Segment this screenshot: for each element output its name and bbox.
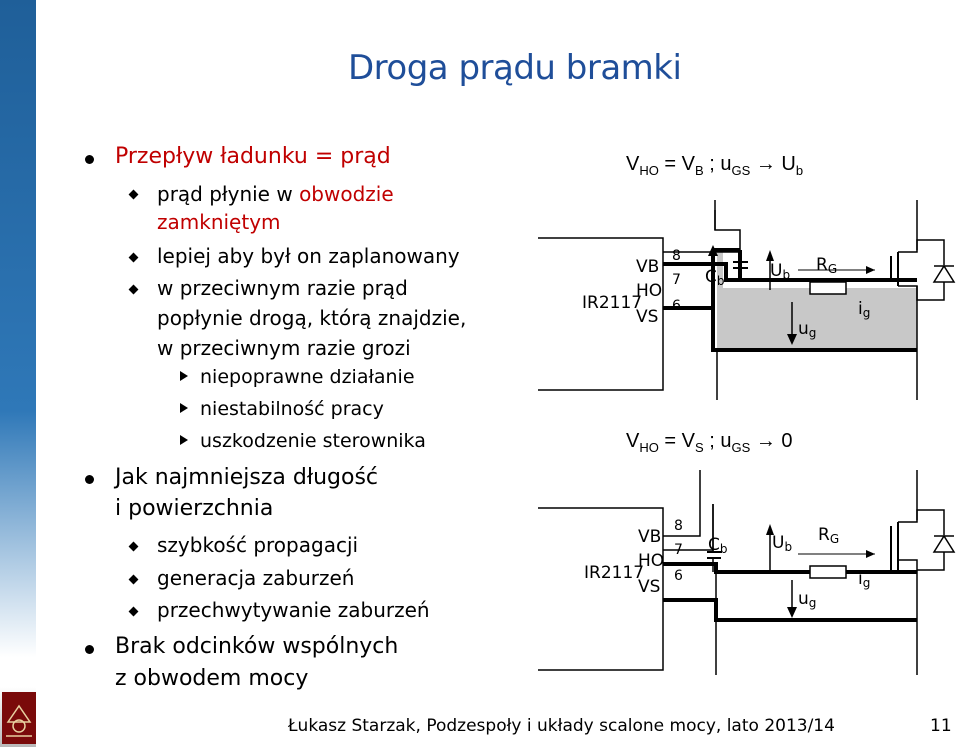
cb-sub: b (719, 542, 728, 556)
svg-text:Ub (772, 533, 792, 554)
bullet-diamond (129, 575, 139, 585)
ho-label: HO (638, 551, 665, 571)
rg-sub: G (829, 532, 840, 546)
bullet-planned: lepiej aby był on zaplanowany (157, 244, 460, 268)
bullet-dot (85, 475, 94, 484)
bullet-otherwise-2: popłynie drogą, którą znajdzie, (157, 306, 467, 330)
ug-label: u (798, 319, 809, 339)
svg-text:Ub (770, 261, 790, 282)
bullet-no-common-sections-1: Brak odcinków wspólnych (115, 634, 399, 659)
footer-text: Łukasz Starzak, Podzespoły i układy scalone mocy, lato 2013/14 (288, 716, 835, 736)
chip-label: IR2117 (584, 563, 645, 583)
bullet-diamond (129, 607, 139, 617)
bullet-shortest-length-2: i powierzchnia (115, 496, 274, 521)
bullet-diamond (129, 190, 139, 200)
cb-sub: b (716, 274, 725, 288)
equation-bottom: $V_{HO} = V_S$ ; $u_{GS} \to 0$ (626, 430, 793, 455)
ug-label: u (798, 589, 809, 609)
bullet-charge-flow: Przepływ ładunku = prąd (115, 144, 391, 169)
vb-label: VB (636, 257, 660, 277)
chip-label: IR2117 (582, 293, 643, 313)
pin6-label: 6 (672, 298, 681, 314)
svg-text:RG (818, 525, 839, 546)
bullet-dot (85, 155, 94, 164)
pin7-label: 7 (672, 272, 681, 288)
cb-label: C (705, 267, 717, 287)
bullet-triangle (180, 403, 188, 413)
bullet-otherwise-1: w przeciwnym razie prąd (157, 276, 408, 300)
bullet-interference-capture: przechwytywanie zaburzeń (157, 598, 430, 622)
ug-sub: g (808, 596, 817, 610)
ub-sub: b (784, 540, 793, 554)
bullet-triangle (180, 371, 188, 381)
bullet-no-common-sections-2: z obwodem mocy (115, 666, 309, 691)
svg-text:ug (798, 589, 816, 610)
rg-sub: G (827, 262, 838, 276)
bullet-diamond (129, 542, 139, 552)
rg-label: R (816, 255, 828, 275)
ig-sub: g (862, 576, 871, 590)
svg-text:Cb (708, 535, 728, 556)
bullet-triangle (180, 435, 188, 445)
bullet-otherwise-3: w przeciwnym razie grozi (157, 336, 411, 360)
bullet-closed-word: zamkniętym (157, 210, 281, 234)
ub-label: U (770, 261, 783, 281)
ig-sub: g (862, 306, 871, 320)
pin8-label: 8 (674, 518, 683, 534)
ig-label: i (858, 569, 863, 589)
sidebar-bar (0, 0, 36, 747)
bullet-diamond (129, 253, 139, 263)
page-number: 11 (930, 716, 952, 736)
ub-sub: b (782, 268, 791, 282)
slide-title: Droga prądu bramki (348, 48, 682, 88)
bullet-shortest-length-1: Jak najmniejsza długość (115, 465, 379, 490)
vs-label: VS (636, 307, 659, 327)
bullet-current-closed-circuit: prąd płynie w obwodzie (157, 182, 394, 206)
circuit-diagram-top (530, 190, 959, 405)
rg-label: R (818, 525, 830, 545)
vb-label: VB (638, 527, 662, 547)
pin7-label: 7 (674, 542, 683, 558)
bullet-interference-generation: generacja zaburzeń (157, 566, 355, 590)
equation-top: $V_{HO} = V_B$ ; $u_{GS} \to U_b$ (626, 153, 804, 178)
ho-label: HO (636, 281, 663, 301)
bullet-driver-damage: uszkodzenie sterownika (200, 430, 426, 452)
vs-label: VS (638, 577, 661, 597)
svg-text:RG (816, 255, 837, 276)
bullet-instability: niestabilność pracy (200, 398, 384, 420)
pin8-label: 8 (672, 248, 681, 264)
ub-label: U (772, 533, 785, 553)
bullet-propagation-speed: szybkość propagacji (157, 533, 359, 557)
circuit-diagram-bottom (530, 460, 959, 680)
ig-label: i (858, 299, 863, 319)
university-logo (2, 692, 36, 744)
ug-sub: g (808, 326, 817, 340)
cb-label: C (708, 535, 720, 555)
bullet-incorrect-operation: niepoprawne działanie (200, 366, 415, 388)
bullet-diamond (129, 285, 139, 295)
bullet-dot (85, 645, 94, 654)
pin6-label: 6 (674, 568, 683, 584)
